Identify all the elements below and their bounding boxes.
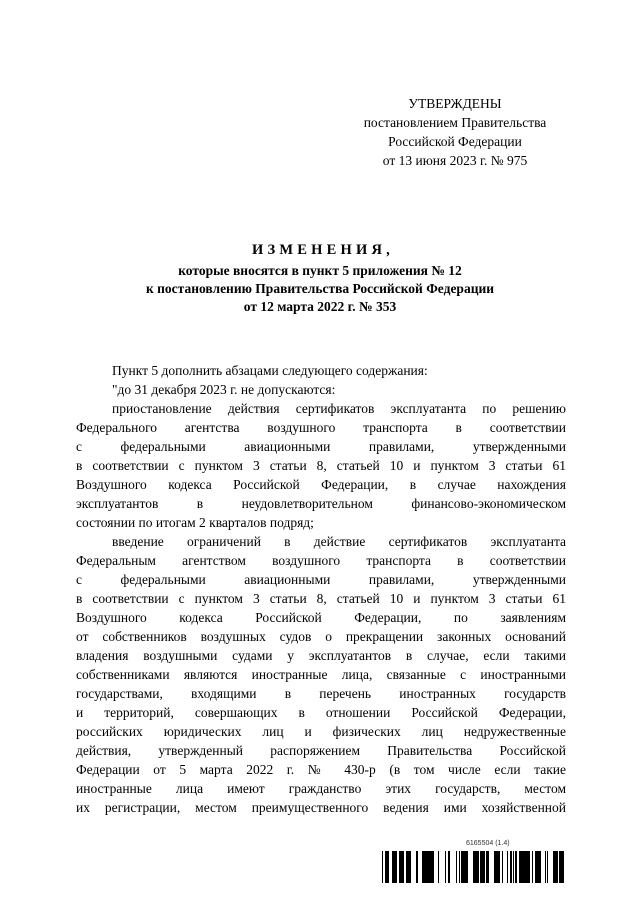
body-line: введение ограничений в действие сертификатов эксплуатанта <box>112 534 566 549</box>
body-line: с федеральными авиационными правилами, утвержденными <box>76 439 566 454</box>
title-main: ИЗМЕНЕНИЯ, <box>252 242 394 258</box>
body-line: с федеральными авиационными правилами, утвержденными <box>76 572 566 587</box>
approval-date-number: от 13 июня 2023 г. № 975 <box>382 153 528 168</box>
approval-government: Российской Федерации <box>388 134 522 149</box>
body-line: Воздушного кодекса Российской Федерации, по заявлениям <box>76 610 566 625</box>
body-line: их регистрации, местом преимущественного ведения ими хозяйственной <box>76 800 566 815</box>
title-subtitle-line-2: к постановлению Правительства Российской Федерации <box>145 281 495 296</box>
body-line: и территорий, совершающих в отношении Российской Федерации, <box>76 705 566 720</box>
body-line: в соответствии с пунктом 3 статьи 8, статьей 10 и пунктом 3 статьи 61 <box>76 591 566 606</box>
body-line: приостановление действия сертификатов эксплуатанта по решению <box>112 401 566 416</box>
barcode <box>381 840 568 884</box>
approval-by-resolution: постановлением Правительства <box>363 115 547 130</box>
title-subtitle-line-3: от 12 марта 2022 г. № 353 <box>243 299 397 314</box>
title-subtitle-line-1: которые вносятся в пункт 5 приложения № 12 <box>178 263 462 278</box>
document-title <box>0 238 640 316</box>
body-line: российских юридических лиц и физических лиц недружественные <box>76 724 566 739</box>
document-body <box>76 361 566 817</box>
body-line: Федерации от 5 марта 2022 г. № 430-р (в том числе если такие <box>76 762 566 777</box>
body-line: государствами, входящими в перечень иностранных государств <box>76 686 566 701</box>
body-line: Федеральным агентством воздушного транспорта в соответствии <box>76 553 566 568</box>
approval-stamp <box>330 94 580 170</box>
body-line: от собственников воздушных судов о прекращении законных оснований <box>76 629 566 644</box>
body-line: владения воздушными судами у эксплуатантов в случае, если такими <box>76 648 566 663</box>
barcode-code: 6165504 (1.4) <box>466 840 510 847</box>
body-line: Пункт 5 дополнить абзацами следующего содержания: <box>112 363 428 378</box>
body-line: состоянии по итогам 2 кварталов подряд; <box>76 515 314 530</box>
body-line: иностранные лица имеют гражданство этих государств, местом <box>76 781 566 796</box>
body-line: действия, утвержденный распоряжением Правительства Российской <box>76 743 566 758</box>
body-line: Федерального агентства воздушного транспорта в соответствии <box>76 420 566 435</box>
body-line: в соответствии с пунктом 3 статьи 8, статьей 10 и пунктом 3 статьи 61 <box>76 458 566 473</box>
approval-heading: УТВЕРЖДЕНЫ <box>408 96 502 111</box>
body-line: "до 31 декабря 2023 г. не допускаются: <box>112 382 336 397</box>
body-line: эксплуатантов в неудовлетворительном финансово-экономическом <box>76 496 566 511</box>
body-line: собственниками являются иностранные лица, связанные с иностранными <box>76 667 566 682</box>
body-line: Воздушного кодекса Российской Федерации, в случае нахождения <box>76 477 566 492</box>
barcode-icon <box>381 851 568 883</box>
